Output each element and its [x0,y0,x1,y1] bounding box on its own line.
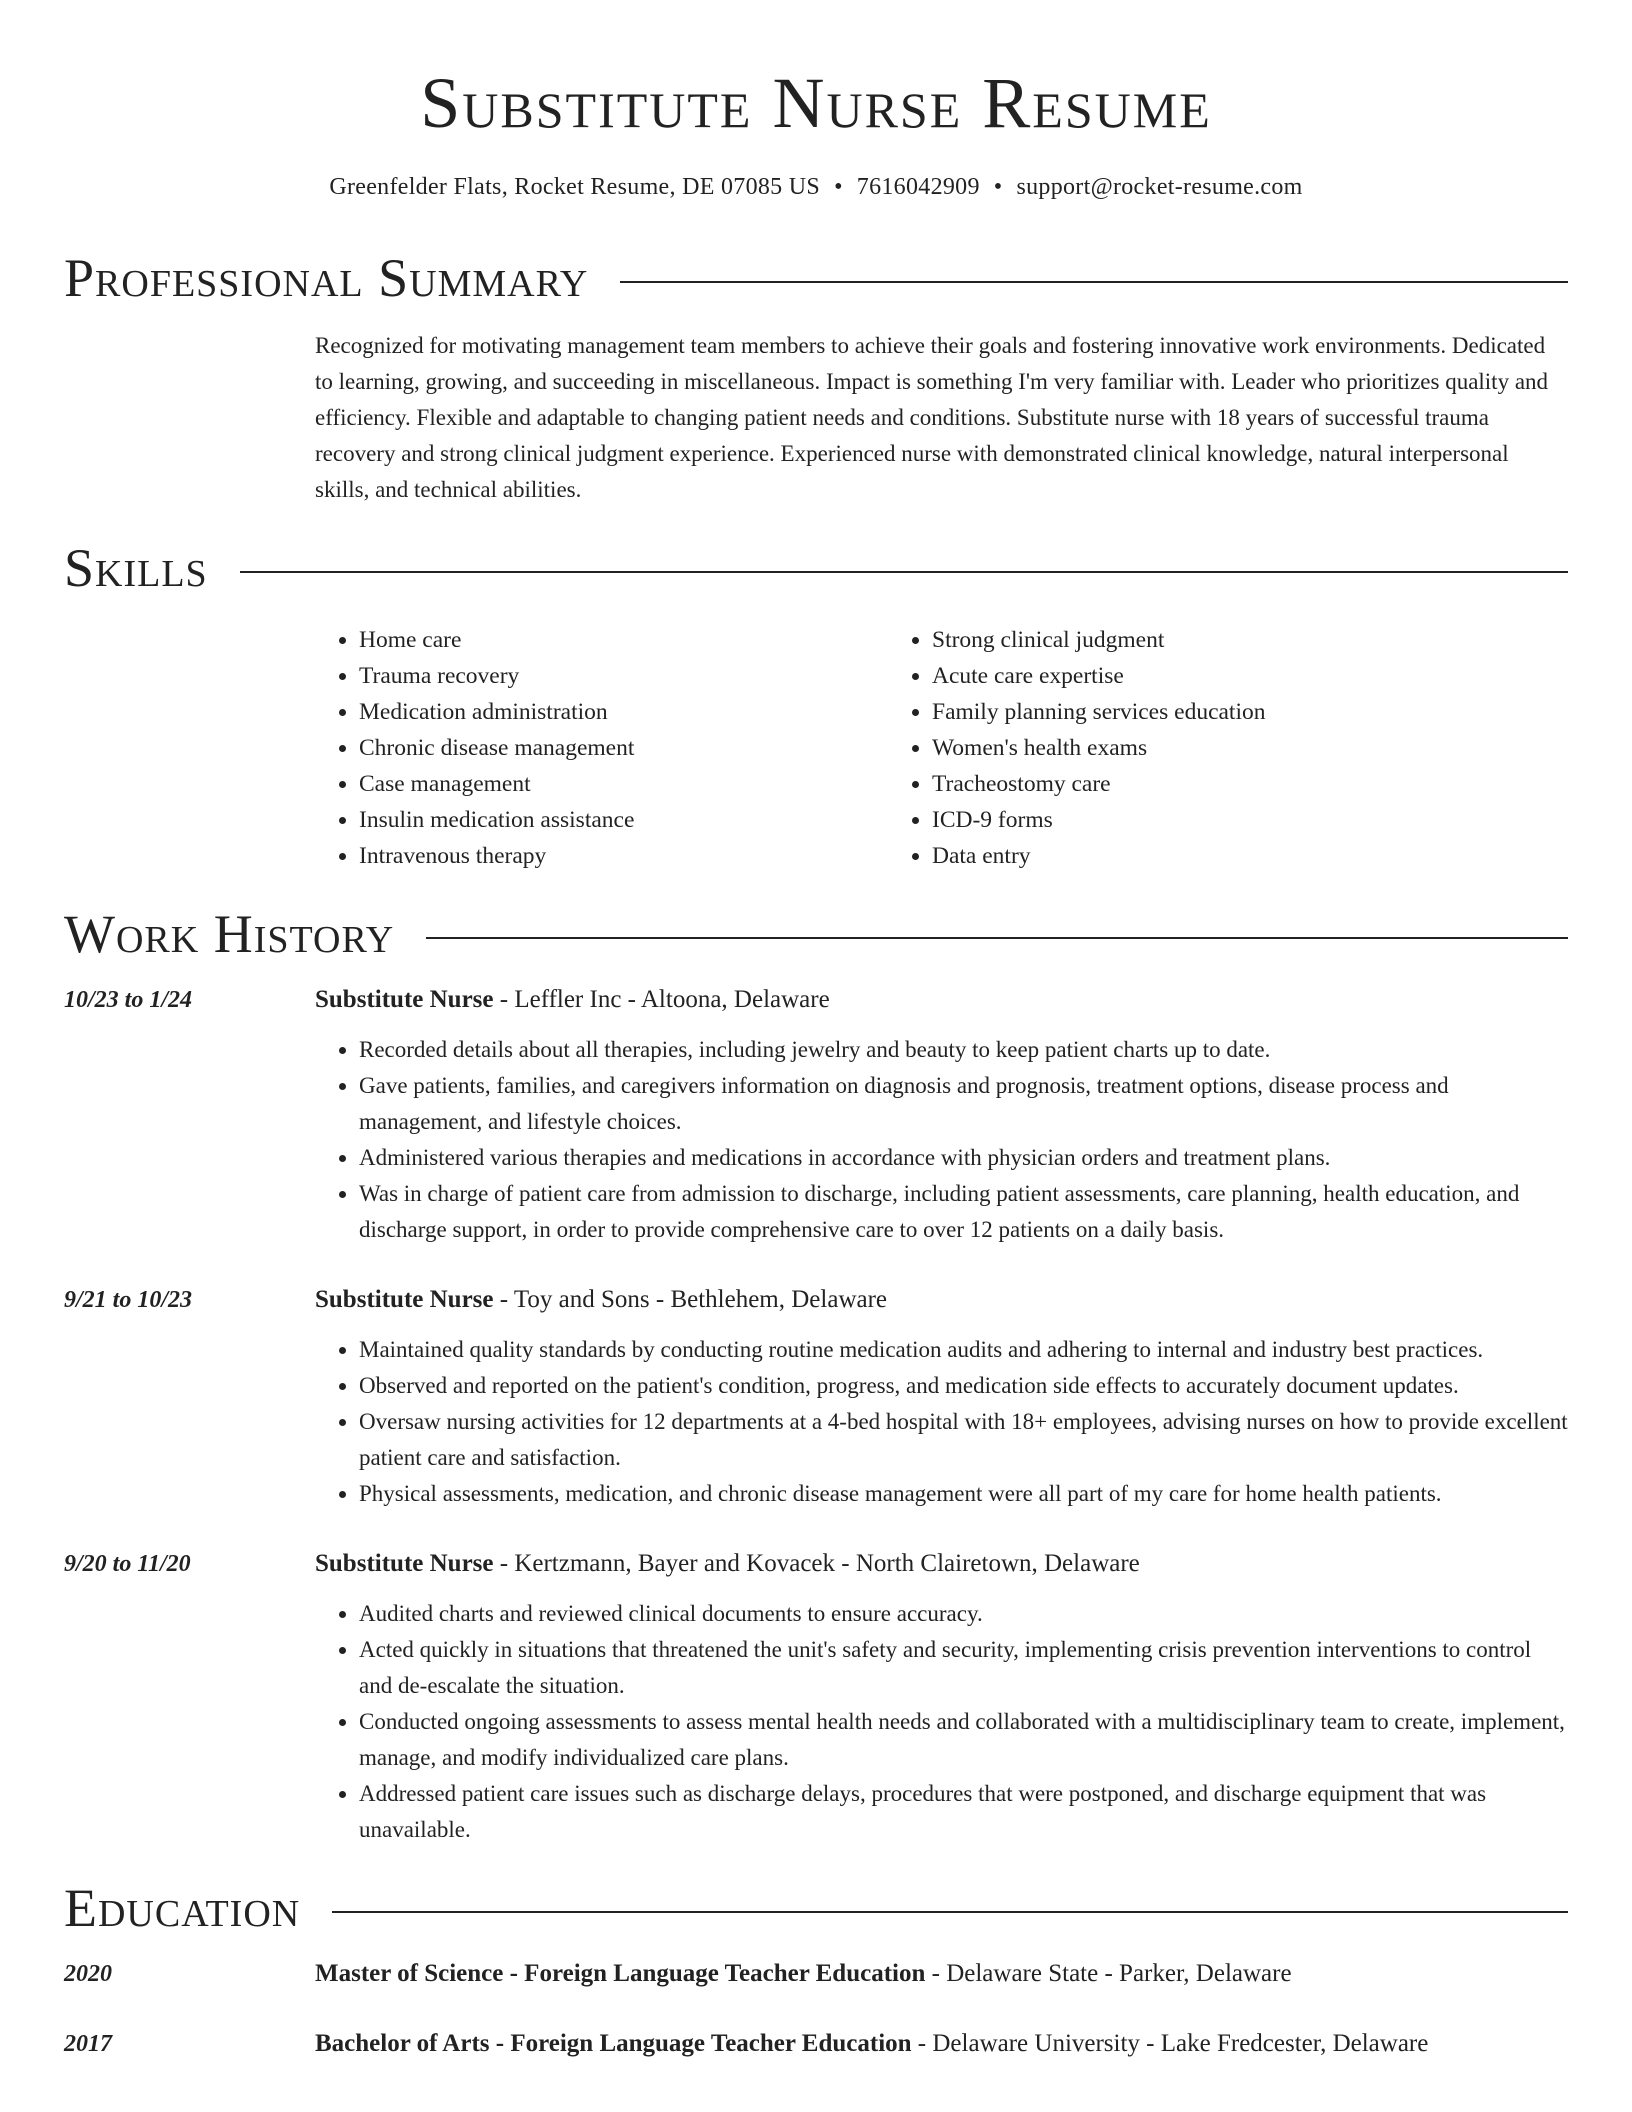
job-employer-location: - Toy and Sons - Bethlehem, Delaware [493,1286,888,1313]
education-heading [315,1956,1568,1992]
skill-item: • Insulin medication assistance [359,802,888,838]
work-bullet: • Addressed patient care issues such as discharge delays, procedures that were postponed, and discharge equipment that was unavailable. [359,1776,1568,1848]
school-location: - Delaware University - Lake Fredcester, Delaware [911,2030,1429,2057]
contact-separator: • [993,174,1003,200]
education-entry [64,2026,1568,2062]
skill-item: • Trauma recovery [359,658,888,694]
skill-item: • ICD-9 forms [932,802,1266,838]
section-title-skills: Skills [64,538,208,598]
work-entry [64,1546,1568,1848]
work-entry [64,982,1568,1248]
job-title: Substitute Nurse [315,1550,494,1577]
work-history-list [64,982,1568,1848]
work-heading [315,1282,1568,1318]
work-entry-body [315,1546,1568,1848]
contact-phone: 7616042909 [856,174,980,200]
skills-column-right [888,622,1266,874]
work-bullet: • Physical assessments, medication, and chronic disease management were all part of my care for home health patients. [359,1476,1568,1512]
education-entry-body [315,1956,1568,1992]
degree: Master of Science - Foreign Language Teacher Education [315,1960,926,1987]
skills-list [315,622,1568,874]
education-entry-body [315,2026,1568,2062]
contact-separator: • [834,174,843,200]
degree: Bachelor of Arts - Foreign Language Teacher Education [315,2030,912,2057]
skills-section-header [64,538,1568,598]
section-divider [332,1911,1568,1913]
job-title: Substitute Nurse [315,986,494,1013]
work-bullet: • Administered various therapies and medications in accordance with physician orders and treatment plans. [359,1140,1568,1176]
work-bullet: • Maintained quality standards by conducting routine medication audits and adhering to internal and industry best practices. [359,1332,1568,1368]
work-bullet: • Conducted ongoing assessments to assess mental health needs and collaborated with a multidisciplinary team to create, implement, manage, and modify individualized care plans. [359,1704,1568,1776]
skill-item: • Data entry [932,838,1266,874]
section-title-education: Education [64,1878,301,1938]
education-section-header [64,1878,1568,1938]
work-heading [315,982,1568,1018]
work-bullets [315,1596,1568,1848]
job-title: Substitute Nurse [315,1286,494,1313]
section-title-work: Work History [64,904,395,964]
skill-item: • Intravenous therapy [359,838,888,874]
work-entry-body [315,982,1568,1248]
summary-section-header [64,248,1568,308]
resume-title: Substitute Nurse Resume [420,63,1212,143]
section-divider [620,281,1568,283]
contact-email[interactable]: support@rocket-resume.com [1016,174,1303,200]
contact-address: Greenfelder Flats, Rocket Resume, DE 07085 US [329,174,821,200]
section-title-summary: Professional Summary [64,248,589,308]
skill-item: • Strong clinical judgment [932,622,1266,658]
work-bullet: • Recorded details about all therapies, including jewelry and beauty to keep patient charts up to date. [359,1032,1568,1068]
skill-item: • Women's health exams [932,730,1266,766]
education-list [64,1956,1568,2062]
job-employer-location: - Kertzmann, Bayer and Kovacek - North Clairetown, Delaware [493,1550,1140,1577]
work-bullet: • Observed and reported on the patient's condition, progress, and medication side effects to accurately document updates. [359,1368,1568,1404]
job-employer-location: - Leffler Inc - Altoona, Delaware [493,986,830,1013]
education-heading [315,2026,1568,2062]
work-entry [64,1282,1568,1512]
skill-item: • Chronic disease management [359,730,888,766]
skills-column-left [315,622,888,874]
work-date: 9/21 to 10/23 [64,1287,193,1313]
work-bullets [315,1032,1568,1248]
work-bullets [315,1332,1568,1512]
work-bullet: • Acted quickly in situations that threatened the unit's safety and security, implementing crisis prevention interventions to control and de-escalate the situation. [359,1632,1568,1704]
work-section-header [64,904,1568,964]
work-bullet: • Gave patients, families, and caregivers information on diagnosis and prognosis, treatment options, disease process and management, and lifestyle choices. [359,1068,1568,1140]
skill-item: • Family planning services education [932,694,1266,730]
section-divider [426,937,1568,939]
school-location: - Delaware State - Parker, Delaware [925,1960,1292,1987]
education-entry [64,1956,1568,1992]
work-date: 9/20 to 11/20 [64,1551,191,1577]
skill-item: • Medication administration [359,694,888,730]
skill-item: • Case management [359,766,888,802]
work-bullet: • Audited charts and reviewed clinical documents to ensure accuracy. [359,1596,1568,1632]
work-bullet: • Oversaw nursing activities for 12 departments at a 4-bed hospital with 18+ employees, advising nurses on how to provide excellent patient care and satisfaction. [359,1404,1568,1476]
education-date: 2017 [64,2031,112,2057]
work-bullet: • Was in charge of patient care from admission to discharge, including patient assessments, care planning, health education, and discharge support, in order to provide comprehensive care to over 12 patients on a daily basis. [359,1176,1568,1248]
summary-text: Recognized for motivating management team members to achieve their goals and fostering innovative work environments. Dedicated to learning, growing, and succeeding in miscellaneous. Impact is something I'm very familiar with. Leader who prioritizes quality and efficiency. Flexible and adaptable to changing patient needs and conditions. Substitute nurse with 18 years of successful trauma recovery and strong clinical judgment experience. Experienced nurse with demonstrated clinical knowledge, natural interpersonal skills, and technical abilities. [315,333,1549,502]
work-date: 10/23 to 1/24 [64,987,193,1013]
work-entry-body [315,1282,1568,1512]
work-heading [315,1546,1568,1582]
skill-item: • Home care [359,622,888,658]
contact-line [64,172,1568,202]
section-divider [240,571,1568,573]
skill-item: • Acute care expertise [932,658,1266,694]
education-date: 2020 [64,1961,112,1987]
skill-item: • Tracheostomy care [932,766,1266,802]
